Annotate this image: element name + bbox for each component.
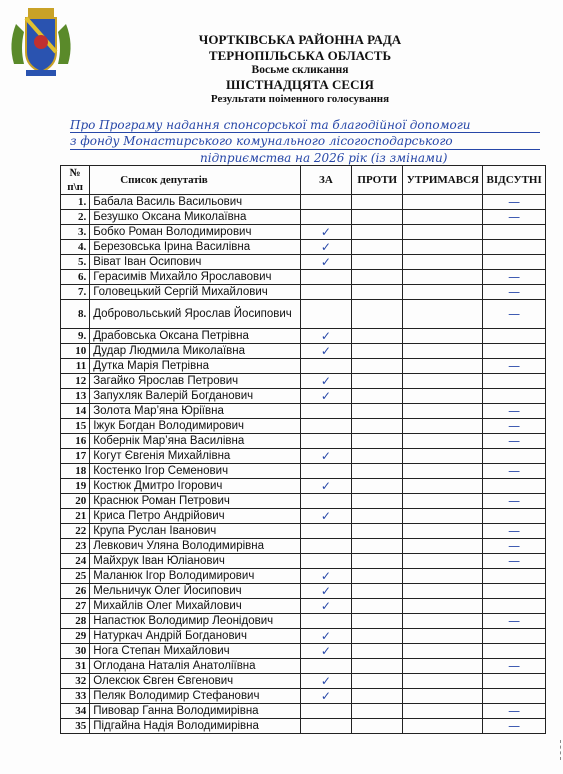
vote-against xyxy=(352,240,403,255)
vote-absent: — xyxy=(483,494,546,509)
deputy-name: Когут Євгенія Михайлівна xyxy=(90,449,301,464)
deputy-name: Нога Степан Михайлович xyxy=(90,644,301,659)
vote-absent xyxy=(483,509,546,524)
vote-against xyxy=(352,374,403,389)
vote-absent xyxy=(483,344,546,359)
vote-absent: — xyxy=(483,524,546,539)
vote-abstain xyxy=(403,389,483,404)
vote-for: ✓ xyxy=(300,449,351,464)
vote-absent xyxy=(483,644,546,659)
row-number: 17 xyxy=(61,449,90,464)
vote-against xyxy=(352,210,403,225)
vote-for xyxy=(300,659,351,674)
table-row xyxy=(61,449,546,464)
vote-absent xyxy=(483,389,546,404)
vote-against xyxy=(352,270,403,285)
table-row xyxy=(61,285,546,300)
handwritten-line-2: з фонду Монастирського комунального лісогосподарського xyxy=(70,134,453,148)
vote-absent: — xyxy=(483,659,546,674)
row-number: 30 xyxy=(61,644,90,659)
col-abstain: УТРИМАВСЯ xyxy=(403,166,483,195)
vote-against xyxy=(352,599,403,614)
deputy-name: Безушко Оксана Миколаївна xyxy=(90,210,301,225)
deputy-name: Левкович Уляна Володимирівна xyxy=(90,539,301,554)
row-number: 23 xyxy=(61,539,90,554)
vote-absent: — xyxy=(483,719,546,734)
table-row xyxy=(61,494,546,509)
table-row xyxy=(61,599,546,614)
deputy-name: Маланюк Ігор Володимирович xyxy=(90,569,301,584)
vote-absent xyxy=(483,689,546,704)
vote-absent xyxy=(483,329,546,344)
vote-absent: — xyxy=(483,195,546,210)
vote-abstain xyxy=(403,329,483,344)
row-number: 16 xyxy=(61,434,90,449)
row-number: 34 xyxy=(61,704,90,719)
row-number: 26 xyxy=(61,584,90,599)
vote-abstain xyxy=(403,569,483,584)
table-row xyxy=(61,300,546,329)
table-row xyxy=(61,195,546,210)
col-number: № п\п xyxy=(61,166,90,195)
col-absent: ВІДСУТНІ xyxy=(483,166,546,195)
vote-absent xyxy=(483,599,546,614)
vote-against xyxy=(352,494,403,509)
vote-for: ✓ xyxy=(300,225,351,240)
vote-against xyxy=(352,225,403,240)
vote-against xyxy=(352,285,403,300)
row-number: 2. xyxy=(61,210,90,225)
vote-abstain xyxy=(403,449,483,464)
vote-absent: — xyxy=(483,270,546,285)
vote-for xyxy=(300,359,351,374)
vote-abstain xyxy=(403,599,483,614)
row-number: 13 xyxy=(61,389,90,404)
row-number: 22 xyxy=(61,524,90,539)
deputy-name: Герасимів Михайло Ярославович xyxy=(90,270,301,285)
deputy-name: Загайко Ярослав Петрович xyxy=(90,374,301,389)
row-number: 9. xyxy=(61,329,90,344)
convocation: Восьме скликання xyxy=(251,64,349,76)
table-row xyxy=(61,614,546,629)
vote-for xyxy=(300,524,351,539)
row-number: 32 xyxy=(61,674,90,689)
vote-for: ✓ xyxy=(300,374,351,389)
vote-abstain xyxy=(403,509,483,524)
handwritten-line-3: підприємства на 2026 рік (із змінами) xyxy=(200,151,448,165)
vote-abstain xyxy=(403,524,483,539)
vote-against xyxy=(352,479,403,494)
table-row xyxy=(61,659,546,674)
deputy-name: Підгайна Надія Володимирівна xyxy=(90,719,301,734)
vote-abstain xyxy=(403,554,483,569)
vote-abstain xyxy=(403,225,483,240)
vote-abstain xyxy=(403,210,483,225)
vote-abstain xyxy=(403,464,483,479)
vote-against xyxy=(352,629,403,644)
vote-abstain xyxy=(403,479,483,494)
deputy-name: Дутка Марія Петрівна xyxy=(90,359,301,374)
vote-for: ✓ xyxy=(300,509,351,524)
vote-abstain xyxy=(403,255,483,270)
deputy-name: Кобернік Мар’яна Василівна xyxy=(90,434,301,449)
row-number: 27 xyxy=(61,599,90,614)
vote-absent: — xyxy=(483,359,546,374)
vote-for xyxy=(300,419,351,434)
vote-against xyxy=(352,419,403,434)
deputy-name: Пеляк Володимир Стефанович xyxy=(90,689,301,704)
vote-against xyxy=(352,554,403,569)
vote-absent: — xyxy=(483,210,546,225)
vote-for xyxy=(300,539,351,554)
col-for: ЗА xyxy=(300,166,351,195)
vote-for: ✓ xyxy=(300,344,351,359)
vote-for xyxy=(300,195,351,210)
vote-for: ✓ xyxy=(300,479,351,494)
region-title: ТЕРНОПІЛЬСЬКА ОБЛАСТЬ xyxy=(208,48,392,63)
row-number: 15 xyxy=(61,419,90,434)
vote-against xyxy=(352,524,403,539)
row-number: 5. xyxy=(61,255,90,270)
vote-against xyxy=(352,644,403,659)
vote-for: ✓ xyxy=(300,689,351,704)
row-number: 24 xyxy=(61,554,90,569)
vote-against xyxy=(352,434,403,449)
table-row xyxy=(61,374,546,389)
vote-for: ✓ xyxy=(300,329,351,344)
vote-absent xyxy=(483,629,546,644)
row-number: 3. xyxy=(61,225,90,240)
vote-absent xyxy=(483,674,546,689)
row-number: 18 xyxy=(61,464,90,479)
row-number: 14 xyxy=(61,404,90,419)
table-row xyxy=(61,719,546,734)
vote-absent: — xyxy=(483,539,546,554)
vote-for: ✓ xyxy=(300,599,351,614)
deputy-name: Бабала Василь Васильович xyxy=(90,195,301,210)
vote-against xyxy=(352,674,403,689)
row-number: 6. xyxy=(61,270,90,285)
vote-absent: — xyxy=(483,704,546,719)
deputy-name: Золота Мар’яна Юріївна xyxy=(90,404,301,419)
vote-abstain xyxy=(403,419,483,434)
vote-against xyxy=(352,569,403,584)
deputy-name: Мельничук Олег Йосипович xyxy=(90,584,301,599)
vote-abstain xyxy=(403,584,483,599)
vote-abstain xyxy=(403,494,483,509)
vote-against xyxy=(352,195,403,210)
row-number: 21 xyxy=(61,509,90,524)
vote-for xyxy=(300,300,351,329)
vote-for xyxy=(300,285,351,300)
row-number: 35 xyxy=(61,719,90,734)
vote-abstain xyxy=(403,719,483,734)
table-row xyxy=(61,539,546,554)
deputy-name: Іжук Богдан Володимирович xyxy=(90,419,301,434)
vote-abstain xyxy=(403,644,483,659)
vote-for xyxy=(300,614,351,629)
vote-abstain xyxy=(403,195,483,210)
table-row xyxy=(61,479,546,494)
vote-for: ✓ xyxy=(300,584,351,599)
session-title: ШІСТНАДЦЯТА СЕСІЯ xyxy=(226,77,374,92)
vote-absent: — xyxy=(483,554,546,569)
vote-abstain xyxy=(403,434,483,449)
vote-for xyxy=(300,270,351,285)
row-number: 33 xyxy=(61,689,90,704)
deputy-name: Крупа Руслан Іванович xyxy=(90,524,301,539)
row-number: 4. xyxy=(61,240,90,255)
vote-against xyxy=(352,719,403,734)
table-row xyxy=(61,210,546,225)
table-row xyxy=(61,270,546,285)
deputy-name: Краснюк Роман Петрович xyxy=(90,494,301,509)
vote-absent xyxy=(483,479,546,494)
vote-for xyxy=(300,494,351,509)
deputy-name: Запухляк Валерій Богданович xyxy=(90,389,301,404)
vote-abstain xyxy=(403,614,483,629)
table-row xyxy=(61,509,546,524)
table-row xyxy=(61,255,546,270)
table-row xyxy=(61,689,546,704)
vote-against xyxy=(352,329,403,344)
vote-against xyxy=(352,659,403,674)
row-number: 8. xyxy=(61,300,90,329)
deputy-name: Оглодана Наталія Анатоліївна xyxy=(90,659,301,674)
vote-against xyxy=(352,704,403,719)
deputy-name: Березовська Ірина Василівна xyxy=(90,240,301,255)
row-number: 28 xyxy=(61,614,90,629)
deputy-name: Бобко Роман Володимирович xyxy=(90,225,301,240)
vote-for: ✓ xyxy=(300,389,351,404)
table-row xyxy=(61,240,546,255)
vote-abstain xyxy=(403,270,483,285)
row-number: 29 xyxy=(61,629,90,644)
vote-absent xyxy=(483,584,546,599)
row-number: 1. xyxy=(61,195,90,210)
deputy-name: Криса Петро Андрійович xyxy=(90,509,301,524)
vote-against xyxy=(352,344,403,359)
vote-against xyxy=(352,689,403,704)
results-title: Результати поіменного голосування xyxy=(210,93,390,105)
deputy-name: Олексюк Євген Євгенович xyxy=(90,674,301,689)
vote-for xyxy=(300,404,351,419)
vote-abstain xyxy=(403,300,483,329)
vote-against xyxy=(352,389,403,404)
council-title: ЧОРТКІВСЬКА РАЙОННА РАДА xyxy=(198,32,402,47)
table-row xyxy=(61,464,546,479)
deputy-name: Костюк Дмитро Ігорович xyxy=(90,479,301,494)
vote-absent xyxy=(483,225,546,240)
table-row xyxy=(61,329,546,344)
table-row xyxy=(61,569,546,584)
table-row xyxy=(61,225,546,240)
vote-abstain xyxy=(403,704,483,719)
vote-for xyxy=(300,704,351,719)
deputy-name: Михайлів Олег Михайлович xyxy=(90,599,301,614)
vote-absent: — xyxy=(483,419,546,434)
table-row xyxy=(61,404,546,419)
vote-for: ✓ xyxy=(300,629,351,644)
vote-abstain xyxy=(403,374,483,389)
row-number: 19 xyxy=(61,479,90,494)
vote-for xyxy=(300,464,351,479)
deputy-name: Майхрук Іван Юліанович xyxy=(90,554,301,569)
vote-for: ✓ xyxy=(300,644,351,659)
vote-absent: — xyxy=(483,464,546,479)
vote-against xyxy=(352,509,403,524)
table-row xyxy=(61,674,546,689)
row-number: 25 xyxy=(61,569,90,584)
table-row xyxy=(61,644,546,659)
vote-abstain xyxy=(403,344,483,359)
table-row xyxy=(61,419,546,434)
table-row xyxy=(61,389,546,404)
deputy-name: Дудар Людмила Миколаївна xyxy=(90,344,301,359)
vote-against xyxy=(352,584,403,599)
coat-of-arms-icon xyxy=(6,4,76,84)
col-deputies: Список депутатів xyxy=(90,166,301,195)
vote-for xyxy=(300,719,351,734)
vote-abstain xyxy=(403,629,483,644)
vote-against xyxy=(352,464,403,479)
deputy-name: Віват Іван Осипович xyxy=(90,255,301,270)
table-row xyxy=(61,524,546,539)
table-row xyxy=(61,344,546,359)
vote-absent: — xyxy=(483,300,546,329)
vote-abstain xyxy=(403,659,483,674)
col-against: ПРОТИ xyxy=(352,166,403,195)
vote-against xyxy=(352,614,403,629)
vote-absent xyxy=(483,374,546,389)
vote-against xyxy=(352,359,403,374)
vote-absent xyxy=(483,240,546,255)
handwritten-line-1: Про Програму надання спонсорської та благодійної допомоги xyxy=(70,118,471,132)
vote-against xyxy=(352,300,403,329)
table-row xyxy=(61,359,546,374)
vote-for xyxy=(300,554,351,569)
vote-for xyxy=(300,434,351,449)
vote-for xyxy=(300,210,351,225)
vote-absent: — xyxy=(483,285,546,300)
vote-against xyxy=(352,404,403,419)
vote-absent: — xyxy=(483,434,546,449)
vote-abstain xyxy=(403,674,483,689)
vote-against xyxy=(352,449,403,464)
vote-for: ✓ xyxy=(300,255,351,270)
row-number: 10 xyxy=(61,344,90,359)
vote-against xyxy=(352,255,403,270)
deputy-name: Головецький Сергій Михайлович xyxy=(90,285,301,300)
vote-for: ✓ xyxy=(300,674,351,689)
voting-table xyxy=(60,165,546,734)
vote-abstain xyxy=(403,404,483,419)
deputy-name: Костенко Ігор Семенович xyxy=(90,464,301,479)
vote-against xyxy=(352,539,403,554)
vote-for: ✓ xyxy=(300,240,351,255)
table-row xyxy=(61,554,546,569)
vote-abstain xyxy=(403,539,483,554)
vote-absent xyxy=(483,569,546,584)
table-row xyxy=(61,584,546,599)
deputy-name: Натуркач Андрій Богданович xyxy=(90,629,301,644)
row-number: 12 xyxy=(61,374,90,389)
row-number: 31 xyxy=(61,659,90,674)
vote-abstain xyxy=(403,689,483,704)
table-row xyxy=(61,629,546,644)
vote-absent: — xyxy=(483,404,546,419)
table-row xyxy=(61,434,546,449)
row-number: 11 xyxy=(61,359,90,374)
vote-abstain xyxy=(403,240,483,255)
deputy-name: Напастюк Володимир Леонідович xyxy=(90,614,301,629)
vote-absent: — xyxy=(483,614,546,629)
vote-absent xyxy=(483,449,546,464)
vote-absent xyxy=(483,255,546,270)
vote-abstain xyxy=(403,359,483,374)
vote-for: ✓ xyxy=(300,569,351,584)
table-row xyxy=(61,704,546,719)
row-number: 7. xyxy=(61,285,90,300)
deputy-name: Драбовська Оксана Петрівна xyxy=(90,329,301,344)
row-number: 20 xyxy=(61,494,90,509)
deputy-name: Пивовар Ганна Володимирівна xyxy=(90,704,301,719)
vote-abstain xyxy=(403,285,483,300)
deputy-name: Добровольський Ярослав Йосипович xyxy=(90,300,301,329)
